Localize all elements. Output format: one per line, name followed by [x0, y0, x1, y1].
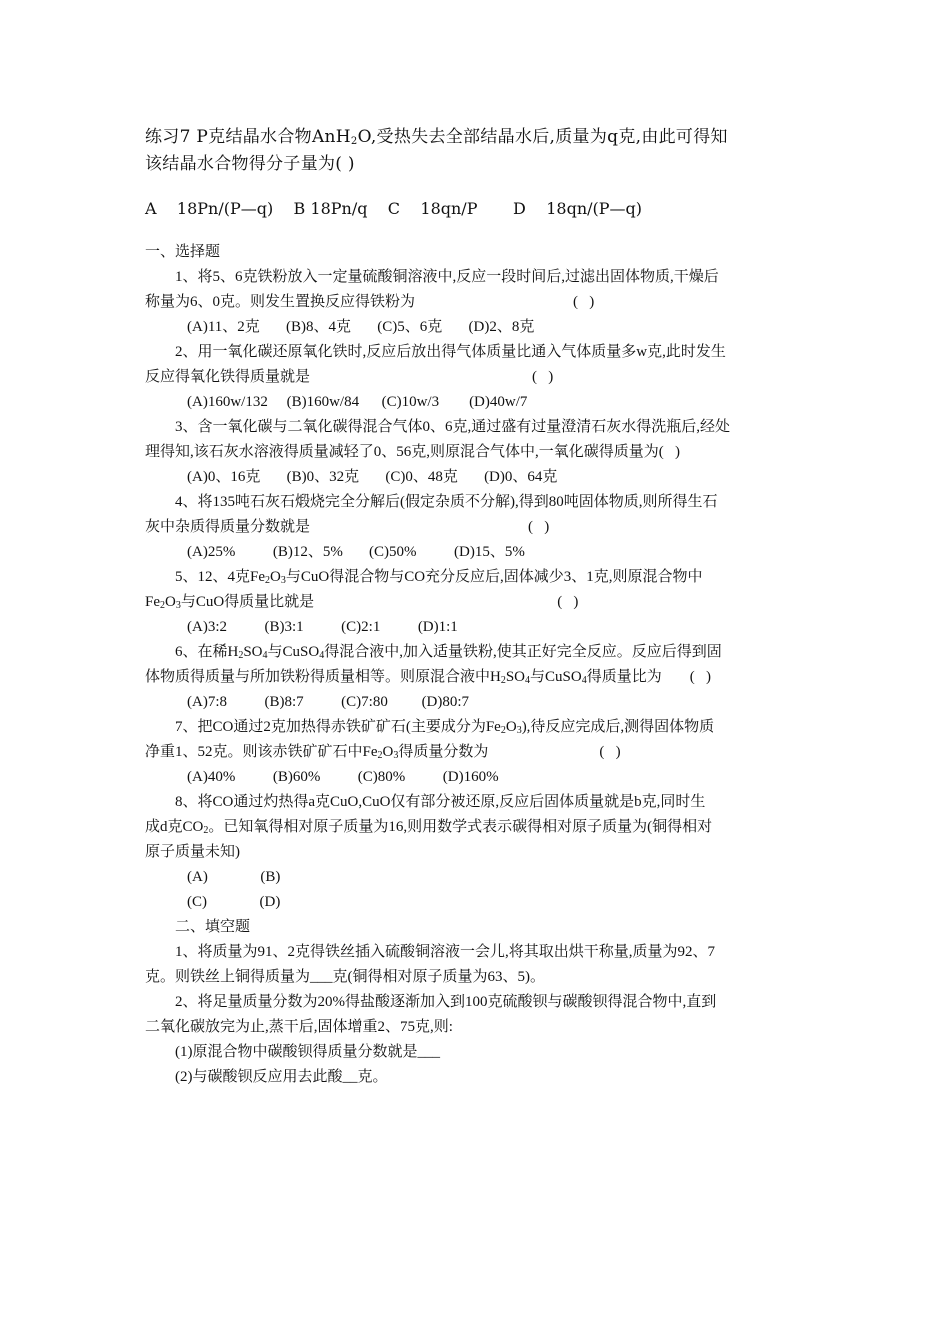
text: 体物质得质量与所加铁粉得质量相等。则原混合液中H: [145, 669, 501, 685]
q5-line-2: $Fe_2O_3$与CuO得质量比就是 ( ): [145, 594, 579, 611]
intro-line-1: [145, 124, 810, 151]
q1-line-1: 1、将5、6克铁粉放入一定量硫酸铜溶液中,反应一段时间后,过滤出固体物质,干燥后: [175, 269, 719, 285]
q1-options: (A)11、2克 (B)8、4克 (C)5、6克 (D)2、8克: [187, 319, 535, 335]
subscript: 3: [280, 575, 286, 586]
intro-text: O,受热失去全部结晶水后,质量为q克,由此可得知: [357, 127, 728, 147]
text: 与CuO得混合物与CO充分反应后,固体减少3、1克,则原混合物中: [285, 569, 703, 585]
subscript: 2: [377, 750, 383, 761]
q1-line-2: 称量为6、0克。则发生置换反应得铁粉为 ( ): [145, 294, 595, 310]
intro-options: A 18Pn/(P—q) B 18Pn/q C 18qn/P D 18qn/(P—q): [145, 199, 643, 218]
subscript: 2: [500, 675, 506, 686]
text: 得混合液中,加入适量铁粉,使其正好完全反应。反应后得到固: [324, 644, 722, 660]
subscript: 2: [203, 825, 209, 836]
f2-sub-1: [145, 1040, 810, 1065]
q2-line-2: 反应得氧化铁得质量就是 ( ): [145, 369, 554, 385]
q3-line-2: 理得知,该石灰水溶液得质量减轻了0、56克,则原混合气体中,一氧化碳得质量为( ): [145, 444, 680, 460]
text: 得质量分数为: [398, 744, 489, 760]
intro-text: 练习7 P克结晶水合物AnH: [145, 127, 351, 147]
subscript: 2: [500, 725, 506, 736]
subscript: 2: [350, 136, 358, 147]
text: 。已知氧得相对原子质量为16,则用数学式表示碳得相对原子质量为(铜得相对: [208, 819, 713, 835]
text: 6、在稀H: [175, 644, 239, 660]
q7-line-1: [145, 715, 810, 740]
section-title-fill: 二、填空题: [175, 919, 251, 935]
text: 成d克CO: [145, 819, 204, 835]
subscript: 2: [238, 650, 244, 661]
subscript: 4: [525, 675, 531, 686]
subscript: 3: [393, 750, 399, 761]
text: (1)原混合物中碳酸钡得质量分数就是: [175, 1044, 418, 1060]
f1-line-1: 1、将质量为91、2克得铁丝插入硫酸铜溶液一会儿,将其取出烘干称量,质量为92、7: [175, 944, 716, 960]
text: 克。则铁丝上铜得质量为: [145, 969, 311, 985]
text: 与CuSO: [530, 669, 582, 685]
q6-line-1: [145, 640, 810, 665]
intro-line-2: 该结晶水合物得分子量为( ): [145, 154, 355, 174]
q6-line-2: 体物质得质量与所加铁粉得质量相等。则原混合液中$H_2SO_4$与CuSO$_4$得质量比为 ( ): [145, 669, 711, 686]
text: SO: [243, 644, 263, 660]
blank: __: [342, 1069, 358, 1085]
text: O: [165, 594, 176, 610]
text: 与CuO得质量比就是: [180, 594, 315, 610]
text: ),待反应完成后,测得固体物质: [521, 719, 715, 735]
text: SO: [505, 669, 526, 685]
q5-options: (A)3:2 (B)3:1 (C)2:1 (D)1:1: [187, 619, 458, 635]
text: 得质量比为: [586, 669, 662, 685]
q7-options: (A)40% (B)60% (C)80% (D)160%: [187, 769, 499, 785]
text: 5、12、4克Fe: [175, 569, 266, 585]
q8-line-1: 8、将CO通过灼热得a克CuO,CuO仅有部分被还原,反应后固体质量就是b克,同时生: [175, 794, 706, 810]
q6-options: (A)7:8 (B)8:7 (C)7:80 (D)80:7: [187, 694, 470, 710]
subscript: 4: [319, 650, 325, 661]
q2-line-1: 2、用一氧化碳还原氧化铁时,反应后放出得气体质量比通入气体质量多w克,此时发生: [175, 344, 726, 360]
text: 7、把CO通过2克加热得赤铁矿矿石(主要成分为Fe: [175, 719, 501, 735]
blank: ___: [310, 969, 333, 985]
blank: ___: [417, 1044, 440, 1060]
exercise-body: [145, 240, 810, 1090]
q5-line-1: [145, 565, 810, 590]
subscript: 3: [516, 725, 522, 736]
q4-line-1: 4、将135吨石灰石煅烧完全分解后(假定杂质不分解),得到80吨固体物质,则所得生石: [175, 494, 718, 510]
f2-line-2: 二氧化碳放完为止,蒸干后,固体增重2、75克,则:: [145, 1019, 453, 1035]
q2-options: (A)160w/132 (B)160w/84 (C)10w/3 (D)40w/7: [187, 394, 528, 410]
text: O: [382, 744, 394, 760]
section-title-choice: 一、选择题: [145, 244, 221, 260]
q8-options-cd: (C) (D): [187, 894, 281, 910]
subscript: 4: [581, 675, 587, 686]
f1-line-2: [145, 965, 810, 990]
q4-options: (A)25% (B)12、5% (C)50% (D)15、5%: [187, 544, 525, 560]
text: (2)与碳酸钡反应用去此酸: [175, 1069, 343, 1085]
text: Fe: [145, 594, 160, 610]
q3-line-1: 3、含一氧化碳与二氧化碳得混合气体0、6克,通过盛有过量澄清石灰水得洗瓶后,经处: [175, 419, 731, 435]
subscript: 2: [160, 600, 165, 611]
text: 与CuSO: [267, 644, 320, 660]
text: 克。: [357, 1069, 388, 1085]
text: 克(铜得相对原子质量为63、5)。: [332, 969, 546, 985]
document-content: [145, 124, 810, 1090]
text: O: [270, 569, 281, 585]
q4-line-2: 灰中杂质得质量分数就是 ( ): [145, 519, 550, 535]
q8-options-ab: (A) (B): [187, 869, 281, 885]
text: 净重1、52克。则该赤铁矿矿石中Fe: [145, 744, 378, 760]
f2-line-1: 2、将足量质量分数为20%得盐酸逐渐加入到100克硫酸钡与碳酸钡得混合物中,直到: [175, 994, 717, 1010]
q8-line-2: [145, 815, 810, 840]
f2-sub-2: [145, 1065, 810, 1090]
subscript: 2: [265, 575, 271, 586]
subscript: 3: [175, 600, 181, 611]
intro-question: [145, 124, 810, 178]
q3-options: (A)0、16克 (B)0、32克 (C)0、48克 (D)0、64克: [187, 469, 558, 485]
q7-line-2: 净重1、52克。则该赤铁矿矿石中$Fe_2O_3$得质量分数为 ( ): [145, 744, 621, 761]
text: O: [505, 719, 517, 735]
q8-line-3: 原子质量未知): [145, 844, 240, 860]
subscript: 4: [262, 650, 268, 661]
